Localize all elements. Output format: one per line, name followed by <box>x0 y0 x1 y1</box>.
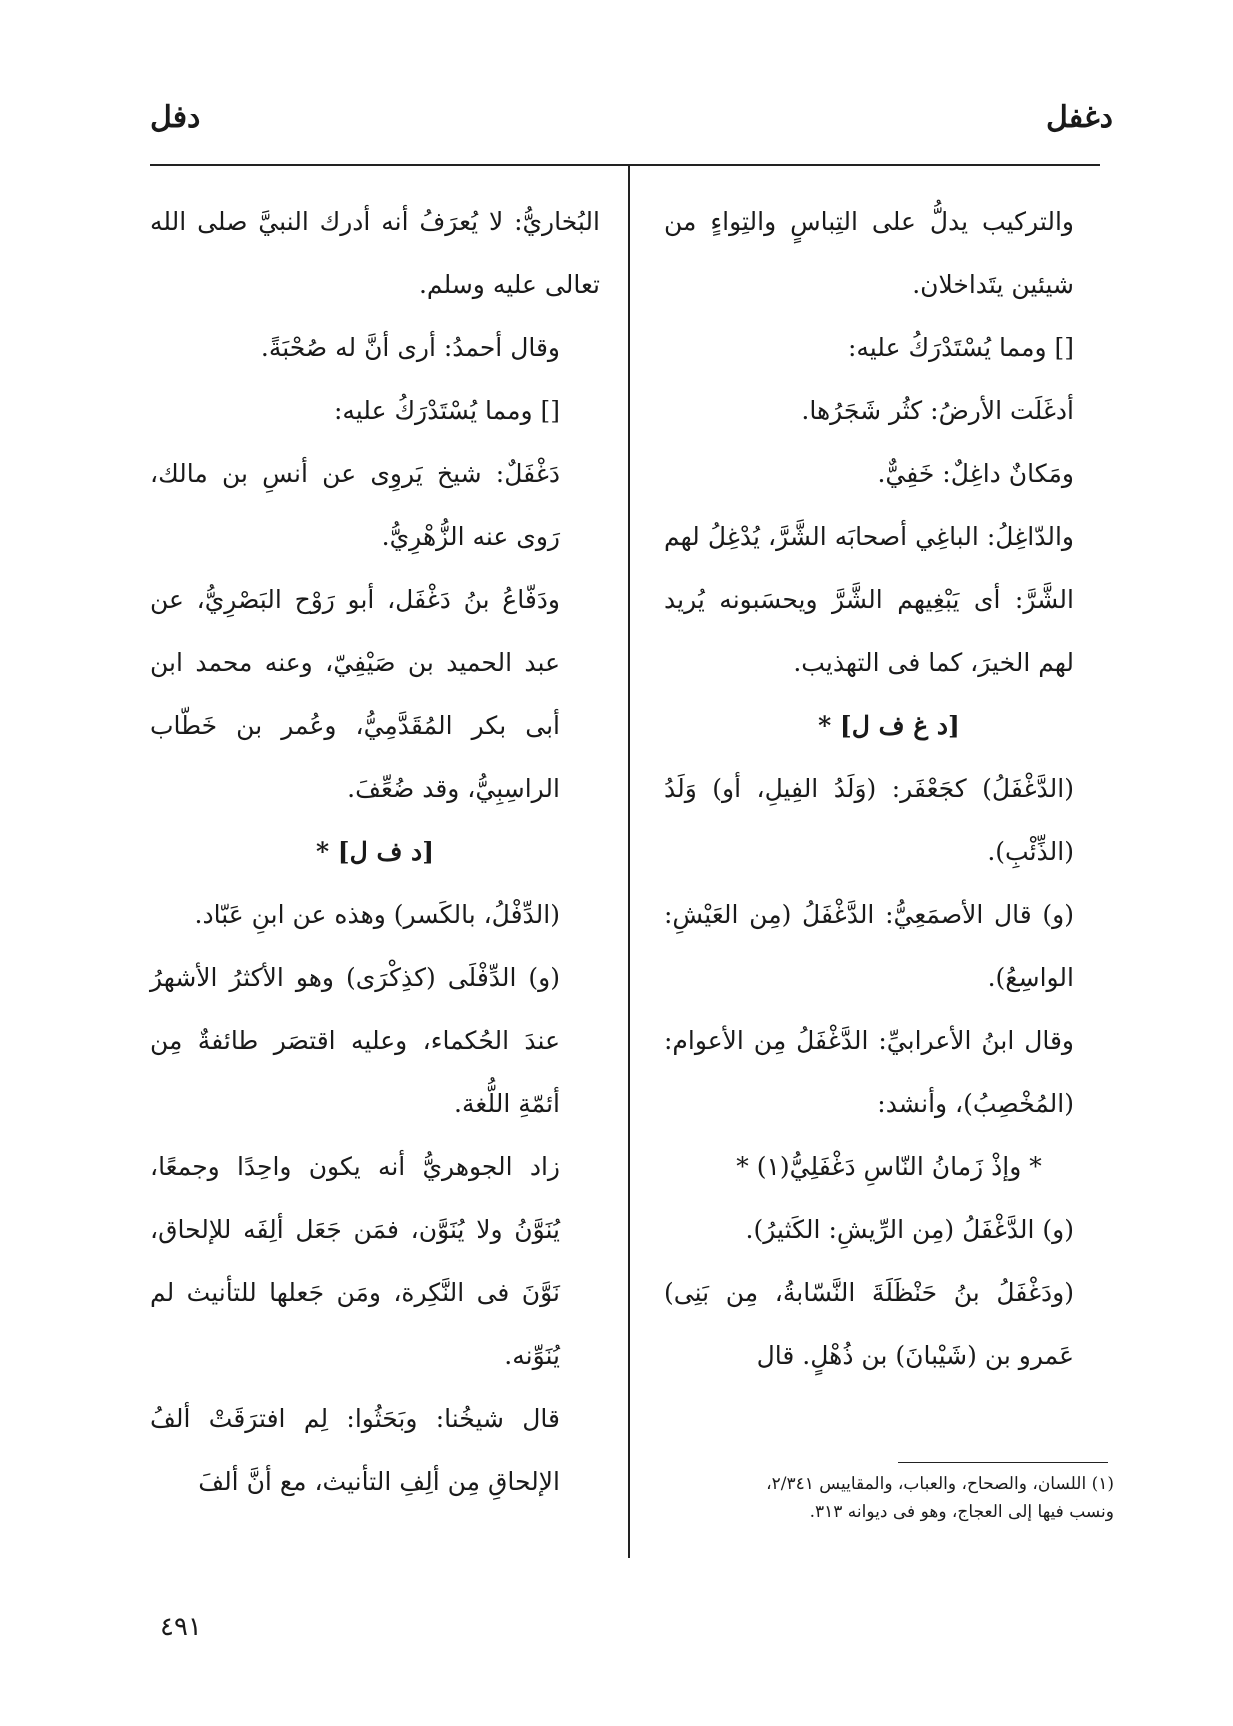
paragraph: والتركيب يدلُّ على التِباسٍ والتِواءٍ من شيئين يتَداخلان. <box>664 207 1074 299</box>
left-column <box>150 190 600 1513</box>
paragraph: دَغْفَلٌ: شيخ يَروِى عن أنسِ بن مالك، رَوى عنه الزُّهْرِيُّ. <box>150 459 560 551</box>
paragraph: (الدِّفْلُ، بالكَسر) وهذه عن ابنِ عَبّاد. <box>194 900 560 929</box>
entry-heading: [د غ ف ل] * <box>818 711 960 740</box>
footnote-rule <box>898 1462 1108 1463</box>
paragraph: (و) قال الأصمَعِيُّ: الدَّغْفَلُ (مِن العَيْشِ: الواسِعُ). <box>664 900 1074 992</box>
page-number: ٤٩١ <box>160 1612 202 1642</box>
footnote-line: ونسب فيها إلى العجاج، وهو فى ديوانه ٣١٣. <box>809 1502 1114 1522</box>
paragraph: (ودَغْفَلُ بنُ حَنْظَلَةَ النَّسّابةُ، مِن بَنِى) عَمرو بن (شَيْبانَ) بن ذُهْلٍ. قال <box>664 1278 1074 1370</box>
header-entry-left: دفل <box>150 100 201 135</box>
paragraph: ودَفّاعُ بنُ دَغْفَل، أبو رَوْح البَصْرِيُّ، عن عبد الحميد بن صَيْفِيّ، وعنه محمد ابن أبى بكر المُقَدَّمِيُّ، وعُمر بن خَطّاب الراسِبِيُّ، وقد ضُعِّفَ. <box>150 585 560 803</box>
column-divider <box>628 166 630 1558</box>
paragraph: قال شيخُنا: وبَحَثُوا: لِم افترَقَتْ ألفُ الإلحاقِ مِن ألِفِ التأنيث، مع أنَّ ألفَ <box>150 1404 560 1496</box>
paragraph: وقال ابنُ الأعرابيِّ: الدَّغْفَلُ مِن الأعوام: (المُخْصِبُ)، وأنشد: <box>664 1026 1074 1118</box>
header-rule <box>150 164 1100 166</box>
footnote <box>664 1470 1114 1526</box>
paragraph: [] ومما يُسْتَدْرَكُ عليه: <box>333 396 560 425</box>
paragraph: (و) الدَّغْفَلُ (مِن الرِّيشِ: الكَثيرُ). <box>745 1215 1074 1244</box>
header-entry-right: دغفل <box>1046 100 1113 135</box>
paragraph: زاد الجوهريُّ أنه يكون واحِدًا وجمعًا، يُنَوَّنُ ولا يُنَوَّن، فمَن جَعَل ألِفَه للإلحاق، نَوَّنَ فى النَّكِرة، ومَن جَعلها للتأنيث لم يُنَوِّنه. <box>150 1152 560 1370</box>
paragraph: (الدَّغْفَلُ) كجَعْفَر: (وَلَدُ الفِيلِ، أو) وَلَدُ (الذِّئْبِ). <box>664 774 1074 866</box>
paragraph: ومَكانٌ داغِلٌ: خَفِيٌّ. <box>877 459 1074 488</box>
verse-line: * وإذْ زَمانُ النّاسِ دَغْفَلِيُّ(١) * <box>736 1152 1042 1181</box>
entry-heading: [د ف ل] * <box>315 837 435 866</box>
paragraph: أدغَلَت الأرضُ: كثُر شَجَرُها. <box>801 396 1074 425</box>
right-column <box>664 190 1114 1387</box>
footnote-line: (١) اللسان، والصحاح، والعباب، والمقاييس ٢/٣٤١، <box>766 1474 1114 1494</box>
paragraph: والدّاغِلُ: الباغِي أصحابَه الشَّرَّ، يُدْغِلُ لهم الشَّرَّ: أى يَبْغِيهم الشَّرَّ ويحسَبونه يُريد لهم الخيرَ، كما فى التهذيب. <box>664 522 1074 677</box>
paragraph: وقال أحمدُ: أرى أنَّ له صُحْبَةً. <box>260 333 560 362</box>
paragraph: (و) الدِّفْلَى (كذِكْرَى) وهو الأكثرُ الأشهرُ عندَ الحُكماء، وعليه اقتصَر طائفةٌ مِن أئمّةِ اللُّغة. <box>150 963 560 1118</box>
paragraph: البُخاريُّ: لا يُعرَفُ أنه أدرك النبيَّ صلى الله تعالى عليه وسلم. <box>150 207 600 299</box>
paragraph: [] ومما يُسْتَدْرَكُ عليه: <box>847 333 1074 362</box>
